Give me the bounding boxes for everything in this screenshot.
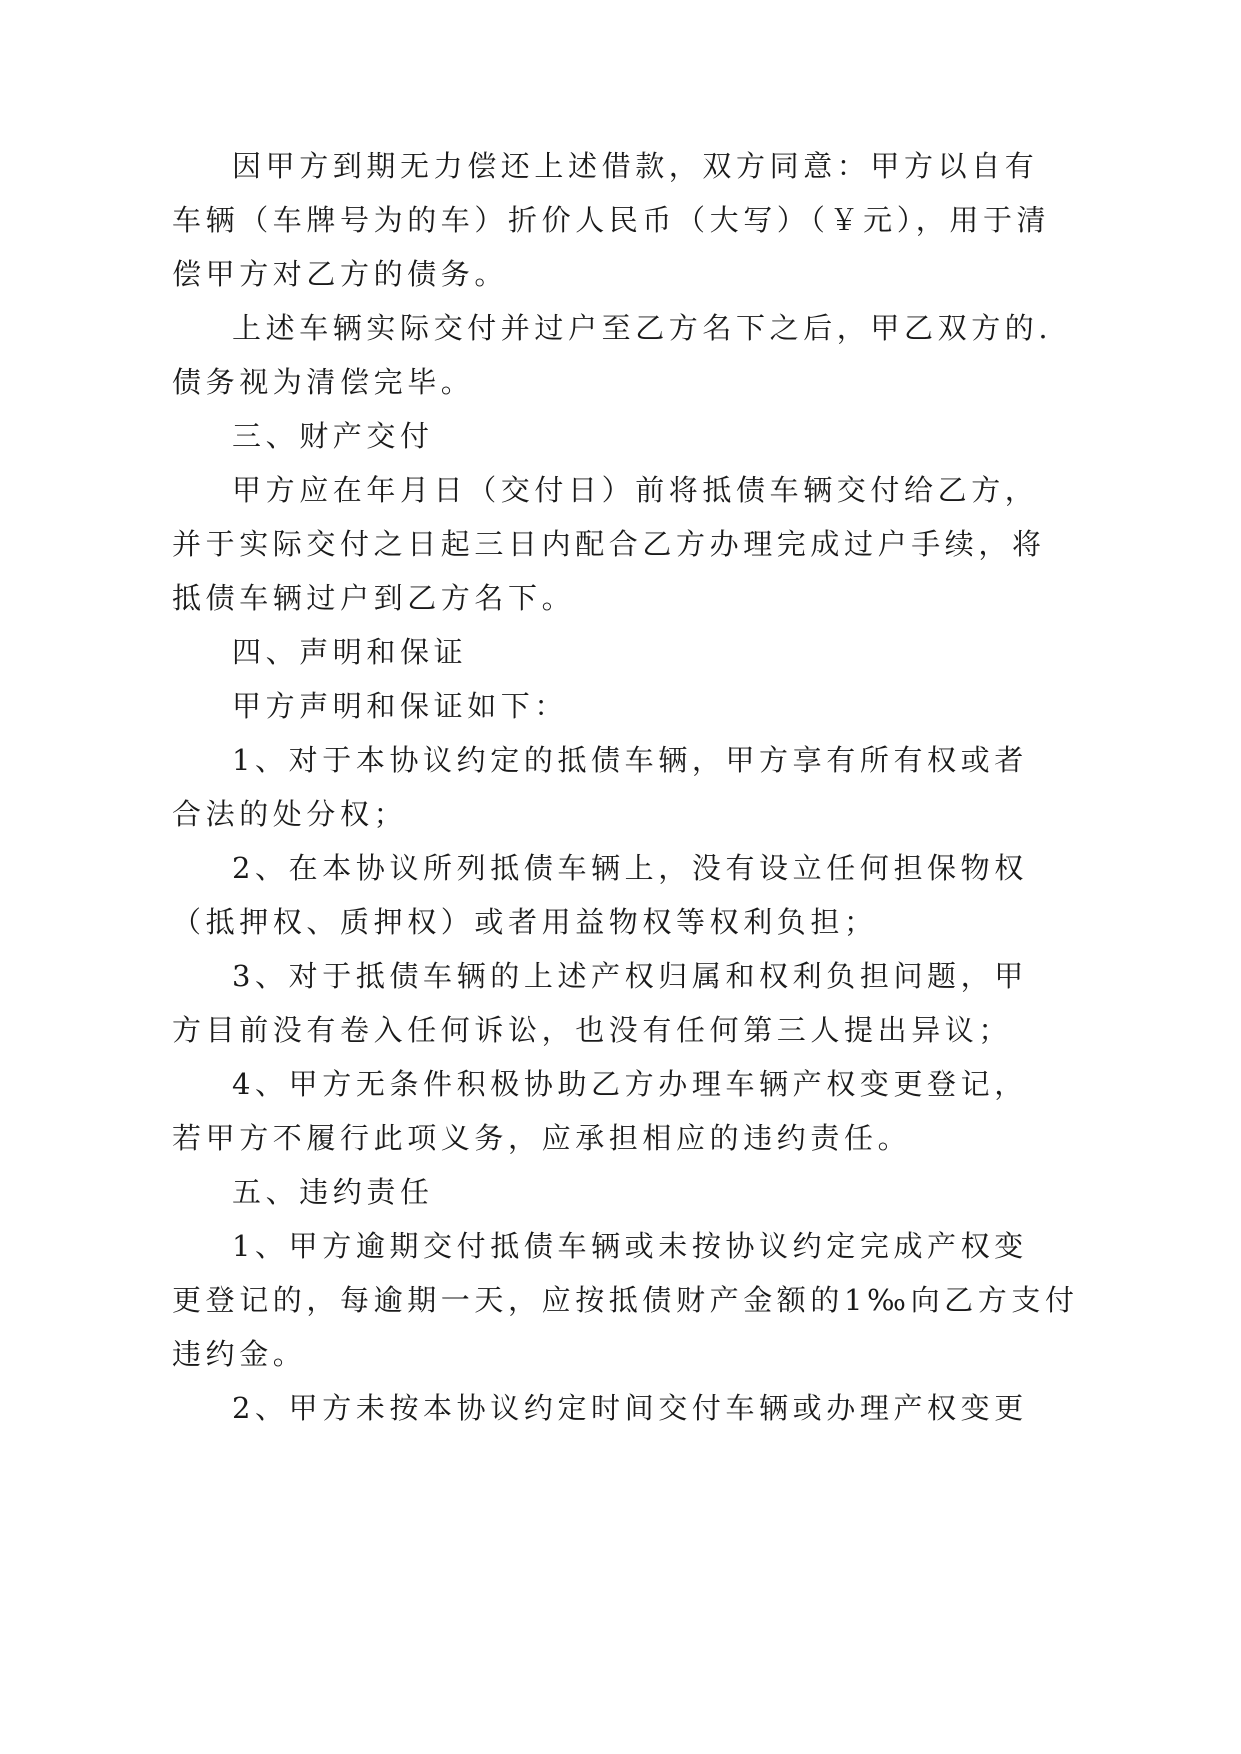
liability-item-1-line-1: 1、甲方逾期交付抵债车辆或未按协议约定完成产权变 bbox=[232, 1229, 1028, 1263]
section-heading-4: 四、声明和保证 bbox=[232, 635, 468, 669]
item-2-line-2: （抵押权、质押权）或者用益物权等权利负担； bbox=[172, 905, 878, 939]
liability-item-1-line-2: 更登记的，每逾期一天，应按抵债财产金额的1‰向乙方支付 bbox=[172, 1283, 1079, 1317]
paragraph-1-line-1: 因甲方到期无力偿还上述借款，双方同意：甲方以自有 bbox=[232, 149, 1039, 183]
paragraph-3-line-2: 并于实际交付之日起三日内配合乙方办理完成过户手续，将 bbox=[172, 527, 1046, 561]
item-3-line-1: 3、对于抵债车辆的上述产权归属和权利负担问题，甲 bbox=[232, 959, 1028, 993]
item-1-line-2: 合法的处分权； bbox=[172, 797, 408, 831]
liability-item-1-line-3: 违约金。 bbox=[172, 1337, 307, 1371]
item-3-line-2: 方目前没有卷入任何诉讼，也没有任何第三人提出异议； bbox=[172, 1013, 1013, 1047]
section-heading-3: 三、财产交付 bbox=[232, 419, 434, 453]
item-4-line-2: 若甲方不履行此项义务，应承担相应的违约责任。 bbox=[172, 1121, 912, 1155]
paragraph-1-line-3: 偿甲方对乙方的债务。 bbox=[172, 257, 509, 291]
paragraph-4-line-1: 甲方声明和保证如下： bbox=[232, 689, 569, 723]
paragraph-2-line-2: 债务视为清偿完毕。 bbox=[172, 365, 475, 399]
item-1-line-1: 1、对于本协议约定的抵债车辆，甲方享有所有权或者 bbox=[232, 743, 1028, 777]
liability-item-2-line-1: 2、甲方未按本协议约定时间交付车辆或办理产权变更 bbox=[232, 1391, 1028, 1425]
paragraph-3-line-1: 甲方应在年月日（交付日）前将抵债车辆交付给乙方， bbox=[232, 473, 1039, 507]
paragraph-1-line-2: 车辆（车牌号为的车）折价人民币（大写）（￥元），用于清 bbox=[172, 203, 1051, 237]
paragraph-2-line-1: 上述车辆实际交付并过户至乙方名下之后，甲乙双方的. bbox=[232, 311, 1053, 345]
item-2-line-1: 2、在本协议所列抵债车辆上，没有设立任何担保物权 bbox=[232, 851, 1028, 885]
paragraph-3-line-3: 抵债车辆过户到乙方名下。 bbox=[172, 581, 576, 615]
item-4-line-1: 4、甲方无条件积极协助乙方办理车辆产权变更登记， bbox=[232, 1067, 1028, 1101]
section-heading-5: 五、违约责任 bbox=[232, 1175, 434, 1209]
